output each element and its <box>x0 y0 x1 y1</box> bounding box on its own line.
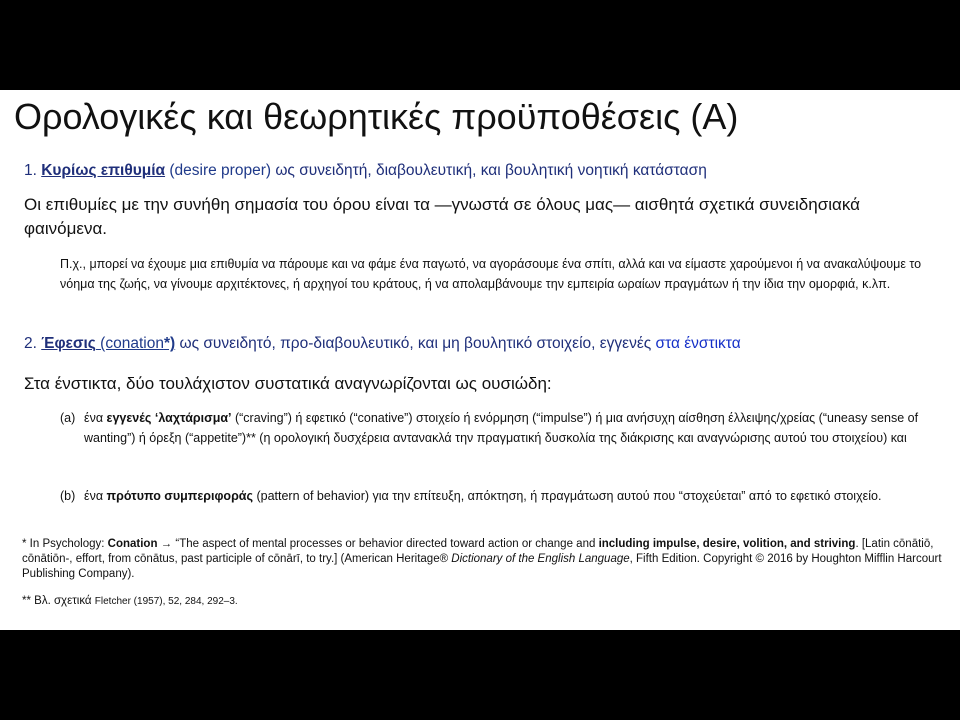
list-item-a-label: (a) <box>60 411 76 425</box>
point-1-description: ως συνειδητή, διαβουλευτική, και βουλητική νοητική κατάσταση <box>275 162 707 179</box>
point-1-gloss: (desire proper) <box>165 162 276 179</box>
point-2-term: Έφεσις <box>41 335 96 352</box>
list-item-b-text: ένα πρότυπο συμπεριφοράς (pattern of behavior) για την επίτευξη, απόκτηση, ή πραγμάτωση αυτού που “στοχεύεται” από το εφετικό στοιχείο. <box>84 489 882 503</box>
point-1-example: Π.χ., μπορεί να έχουμε μια επιθυμία να πάρουμε και να φάμε ένα παγωτό, να αγοράσουμε ένα σπίτι, αλλά και να είμαστε χαρούμενοι ή να ανακαλύψουμε το νόημα της ζωής, να γίνουμε αρχιτέκτονες, ή αρχηγοί του κράτους, ή να απολαμβάνουμε την εμπειρία ωραίων πραγμάτων ή την ίδια την ομορφιά, κ.λπ. <box>60 257 922 291</box>
list-item-b-label: (b) <box>60 489 76 503</box>
point-2-footnote-mark: *) <box>163 335 176 352</box>
list-item-a <box>60 408 940 448</box>
list-item-b <box>60 486 940 506</box>
footnote-fletcher: ** Βλ. σχετικά Fletcher (1957), 52, 284, 292–3. <box>22 595 238 607</box>
point-2-description: ως συνειδητό, προ-διαβουλευτικό, και μη βουλητικό στοιχείο, εγγενές <box>175 335 656 352</box>
point-1-body: Οι επιθυμίες με την συνήθη σημασία του όρου είναι τα —γνωστά σε όλους μας— αισθητά σχετικά συνειδησιακά φαινόμενα. <box>24 195 860 238</box>
footnote-conation: * In Psychology: Conation → “The aspect of mental processes or behavior directed toward action or change and including impulse, desire, volition, and striving. [Latin cōnātiō, cōnātiōn-, effort, from cōnātus, past participle of cōnārī, to try.] (American Heritage® Dictionary of the English Language, Fifth Edition. Copyright © 2016 by Houghton Mifflin Harcourt Publishing Company). <box>22 538 942 580</box>
list-item-a-term: εγγενές ‘λαχτάρισμα’ <box>106 411 232 425</box>
instincts-intro: Στα ένστικτα, δύο τουλάχιστον συστατικά αναγνωρίζονται ως ουσιώδη: <box>24 374 552 393</box>
point-2-number: 2. <box>24 335 42 352</box>
slide-title: Ορολογικές και θεωρητικές προϋποθέσεις (Α) <box>14 96 739 137</box>
list-item-b-term: πρότυπο συμπεριφοράς <box>106 489 253 503</box>
slide <box>0 90 960 630</box>
point-2-highlight: στα ένστικτα <box>655 335 741 352</box>
list-item-a-text: ένα εγγενές ‘λαχτάρισμα’ (“craving”) ή εφετικό (“conative”) στοιχείο ή ενόρμηση (“impulse”) ή μια ανήσυχη αίσθηση έλλειψης/χρείας (“uneasy sense of wanting”) ή όρεξη (“appetite”)** (η ορολογική δυσχέρεια αντανακλά την πραγματική δυσκολία της διάκρισης και αναγνώρισης αυτού του στοιχείου) και <box>84 411 919 445</box>
point-1-heading <box>24 162 707 180</box>
point-1-term: Κυρίως επιθυμία <box>41 162 166 179</box>
point-1-number: 1. <box>24 162 42 179</box>
point-2-heading <box>24 335 741 353</box>
point-2-gloss: (conation <box>95 335 164 352</box>
